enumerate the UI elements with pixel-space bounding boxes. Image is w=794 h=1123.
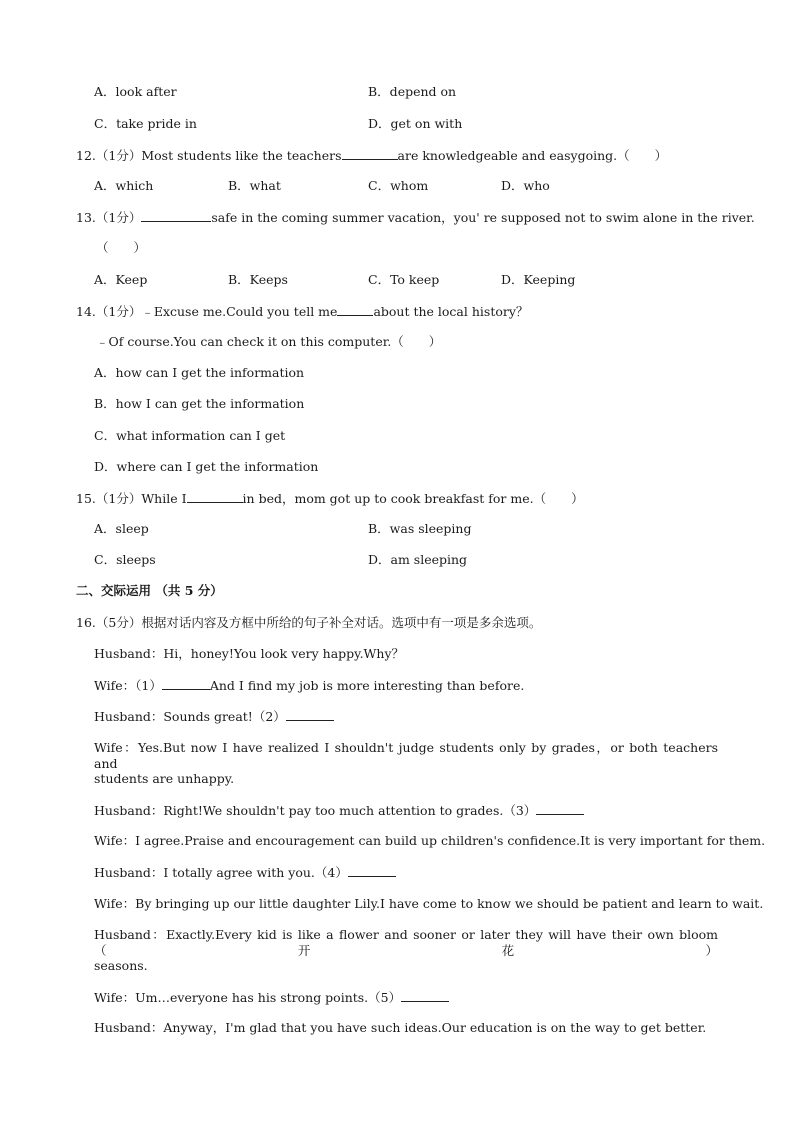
- q14-option-d[interactable]: D．where can I get the information: [94, 459, 319, 474]
- dialogue-blank-2[interactable]: [286, 708, 334, 721]
- dialogue-line-4-cont: students are unhappy.: [94, 771, 235, 786]
- dialogue-line-2: [94, 677, 524, 694]
- q11-option-c[interactable]: C．take pride in: [94, 116, 197, 131]
- q15-answer-blank[interactable]: [187, 490, 243, 503]
- q12-option-a[interactable]: A．which: [94, 178, 154, 193]
- q14-option-c[interactable]: C．what information can I get: [94, 428, 286, 443]
- dialogue-line-5: [94, 802, 584, 819]
- q15-prefix: 15.（1分）While I: [76, 491, 187, 506]
- q14-prefix: 14.（1分）﹣Excuse me.Could you tell me: [76, 304, 338, 319]
- dialogue-line-9: Husband：Exactly.Every kid is like a flower and sooner or later they will have their own bloom （开花）: [94, 927, 718, 958]
- q13-option-a[interactable]: A．Keep: [94, 272, 148, 287]
- q11-option-b[interactable]: B．depend on: [368, 84, 457, 99]
- q14-stem: [76, 303, 528, 320]
- dialogue-line-10: [94, 989, 449, 1006]
- q15-suffix: in bed，mom got up to cook breakfast for me.（ ）: [242, 491, 584, 506]
- q15-option-a[interactable]: A．sleep: [94, 521, 149, 536]
- q11-option-a[interactable]: A．look after: [94, 84, 177, 99]
- q13-option-c[interactable]: C．To keep: [368, 272, 440, 287]
- q11-option-d[interactable]: D．get on with: [368, 116, 463, 131]
- q14-option-a[interactable]: A．how can I get the information: [94, 365, 305, 380]
- q16-stem: 16.（5分）根据对话内容及方框中所给的句子补全对话。选项中有一项是多余选项。: [76, 615, 542, 630]
- q13-option-d[interactable]: D．Keeping: [501, 272, 576, 287]
- dialogue-blank-4[interactable]: [348, 864, 396, 877]
- q12-prefix: 12.（1分）Most students like the teachers: [76, 148, 342, 163]
- dialogue-line-8: Wife：By bringing up our little daughter Lily.I have come to know we should be patient and learn to wait.: [94, 896, 764, 911]
- q15-option-d[interactable]: D．am sleeping: [368, 552, 468, 567]
- q12-option-b[interactable]: B．what: [228, 178, 281, 193]
- q13-stem: [76, 209, 755, 226]
- q12-suffix: are knowledgeable and easygoing.（ ）: [397, 148, 668, 163]
- q12-stem: [76, 147, 667, 164]
- q14-response-line: ﹣Of course.You can check it on this computer.（ ）: [96, 334, 442, 349]
- q13-answer-paren: （ ）: [96, 240, 147, 255]
- dialogue-line-9-cont: seasons.: [94, 958, 148, 973]
- q15-stem: [76, 490, 584, 507]
- dialogue-line-5-text: Husband：Right!We shouldn't pay too much attention to grades.（3）: [94, 803, 537, 818]
- dialogue-line-11: Husband：Anyway，I'm glad that you have such ideas.Our education is on the way to get better.: [94, 1020, 707, 1035]
- q14-option-b[interactable]: B．how I can get the information: [94, 396, 305, 411]
- q12-answer-blank[interactable]: [342, 147, 398, 160]
- q14-answer-blank[interactable]: [337, 303, 373, 316]
- q13-answer-blank[interactable]: [141, 209, 211, 222]
- dialogue-line-10-text: Wife：Um…everyone has his strong points.（5）: [94, 990, 402, 1005]
- dialogue-line-2-after: And I find my job is more interesting than before.: [209, 678, 525, 693]
- q12-option-c[interactable]: C．whom: [368, 178, 429, 193]
- dialogue-blank-3[interactable]: [536, 802, 584, 815]
- q15-option-c[interactable]: C．sleeps: [94, 552, 156, 567]
- dialogue-line-3: [94, 708, 334, 725]
- q13-suffix: safe in the coming summer vacation，you' re supposed not to swim alone in the river.: [211, 210, 755, 225]
- q13-option-b[interactable]: B．Keeps: [228, 272, 288, 287]
- dialogue-line-7: [94, 864, 396, 881]
- dialogue-line-7-text: Husband：I totally agree with you.（4）: [94, 865, 348, 880]
- q15-option-b[interactable]: B．was sleeping: [368, 521, 472, 536]
- q13-prefix: 13.（1分）: [76, 210, 142, 225]
- section-heading: 二、交际运用 （共 5 分）: [76, 583, 223, 598]
- dialogue-blank-1[interactable]: [162, 677, 210, 690]
- dialogue-line-3-text: Husband：Sounds great!（2）: [94, 709, 286, 724]
- dialogue-line-4: Wife：Yes.But now I have realized I shouldn't judge students only by grades，or both teachers and: [94, 740, 718, 771]
- dialogue-line-6: Wife：I agree.Praise and encouragement can build up children's confidence.It is very important for them.: [94, 833, 766, 848]
- dialogue-line-1: Husband：Hi，honey!You look very happy.Why？: [94, 646, 405, 661]
- dialogue-line-2-text: Wife：（1）: [94, 678, 162, 693]
- q12-option-d[interactable]: D．who: [501, 178, 550, 193]
- q14-suffix: about the local history？: [373, 304, 529, 319]
- dialogue-blank-5[interactable]: [401, 989, 449, 1002]
